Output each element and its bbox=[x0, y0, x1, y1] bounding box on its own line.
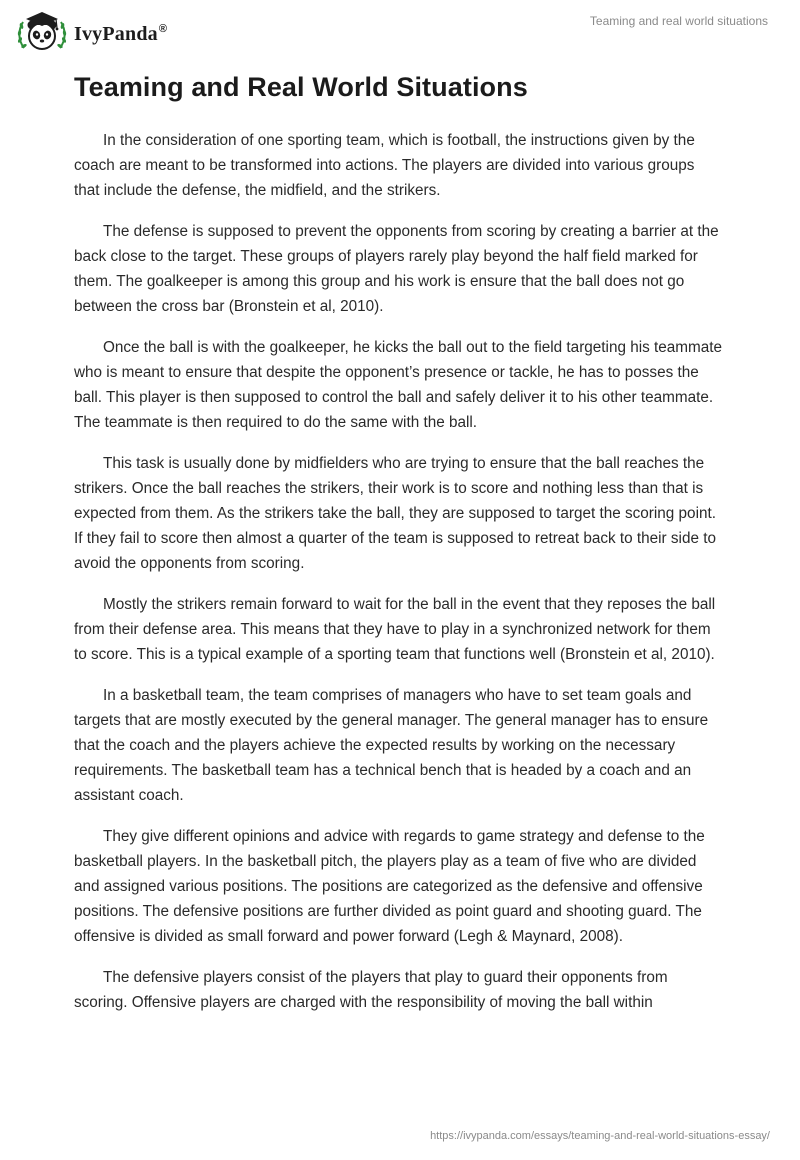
brand-logo[interactable] bbox=[14, 8, 167, 56]
essay-body bbox=[74, 128, 724, 1031]
page-title: Teaming and Real World Situations bbox=[74, 72, 528, 102]
paragraph: Once the ball is with the goalkeeper, he kicks the ball out to the field targeting his teammate who is meant to ensure that despite the opponent’s presence or tackle, he has to posses the ball. This player is then supposed to control the ball and safely deliver it to his other teammate. The teammate is then required to do the same with the ball. bbox=[74, 339, 723, 431]
panda-logo-icon bbox=[14, 8, 70, 56]
paragraph: They give different opinions and advice with regards to game strategy and defense to the basketball players. In the basketball pitch, the players play as a team of five who are divided and assigned various positions. The positions are categorized as the defensive and offensive positions. The defensive positions are further divided as point guard and shooting guard. The offensive is divided as small forward and power forward (Legh & Maynard, 2008). bbox=[74, 828, 705, 945]
source-url[interactable]: https://ivypanda.com/essays/teaming-and-real-world-situations-essay/ bbox=[430, 1130, 770, 1142]
paragraph: In the consideration of one sporting team, which is football, the instructions given by the coach are meant to be transformed into actions. The players are divided into various groups that include the defense, the midfield, and the strikers. bbox=[74, 132, 695, 199]
brand-name-text: IvyPanda bbox=[74, 22, 158, 45]
page-header bbox=[14, 8, 768, 56]
paragraph: This task is usually done by midfielders who are trying to ensure that the ball reaches the strikers. Once the ball reaches the strikers, their work is to score and nothing less than that is expected from them. As the strikers take the ball, they are supposed to target the scoring point. If they fail to score then almost a quarter of the team is supposed to retreat back to their side to avoid the opponents from scoring. bbox=[74, 455, 716, 572]
paragraph: In a basketball team, the team comprises of managers who have to set team goals and targets that are mostly executed by the general manager. The general manager has to ensure that the coach and the players achieve the expected results by working on the necessary requirements. The basketball team has a technical bench that is headed by a coach and an assistant coach. bbox=[74, 687, 709, 804]
brand-name bbox=[74, 23, 167, 46]
document-tag: Teaming and real world situations bbox=[589, 14, 768, 28]
paragraph: The defensive players consist of the players that play to guard their opponents from scoring. Offensive players are charged with the responsibility of moving the ball within bbox=[74, 969, 668, 1011]
paragraph: Mostly the strikers remain forward to wait for the ball in the event that they reposes the ball from their defense area. This means that they have to play in a synchronized network for them to score. This is a typical example of a sporting team that functions well (Bronstein et al, 2010). bbox=[74, 596, 716, 663]
registered-mark: ® bbox=[158, 22, 168, 35]
paragraph: The defense is supposed to prevent the opponents from scoring by creating a barrier at the back close to the target. These groups of players rarely play beyond the half field marked for them. The goalkeeper is among this group and his work is ensure that the ball does not go between the cross bar (Bronstein et al, 2010). bbox=[74, 223, 719, 315]
